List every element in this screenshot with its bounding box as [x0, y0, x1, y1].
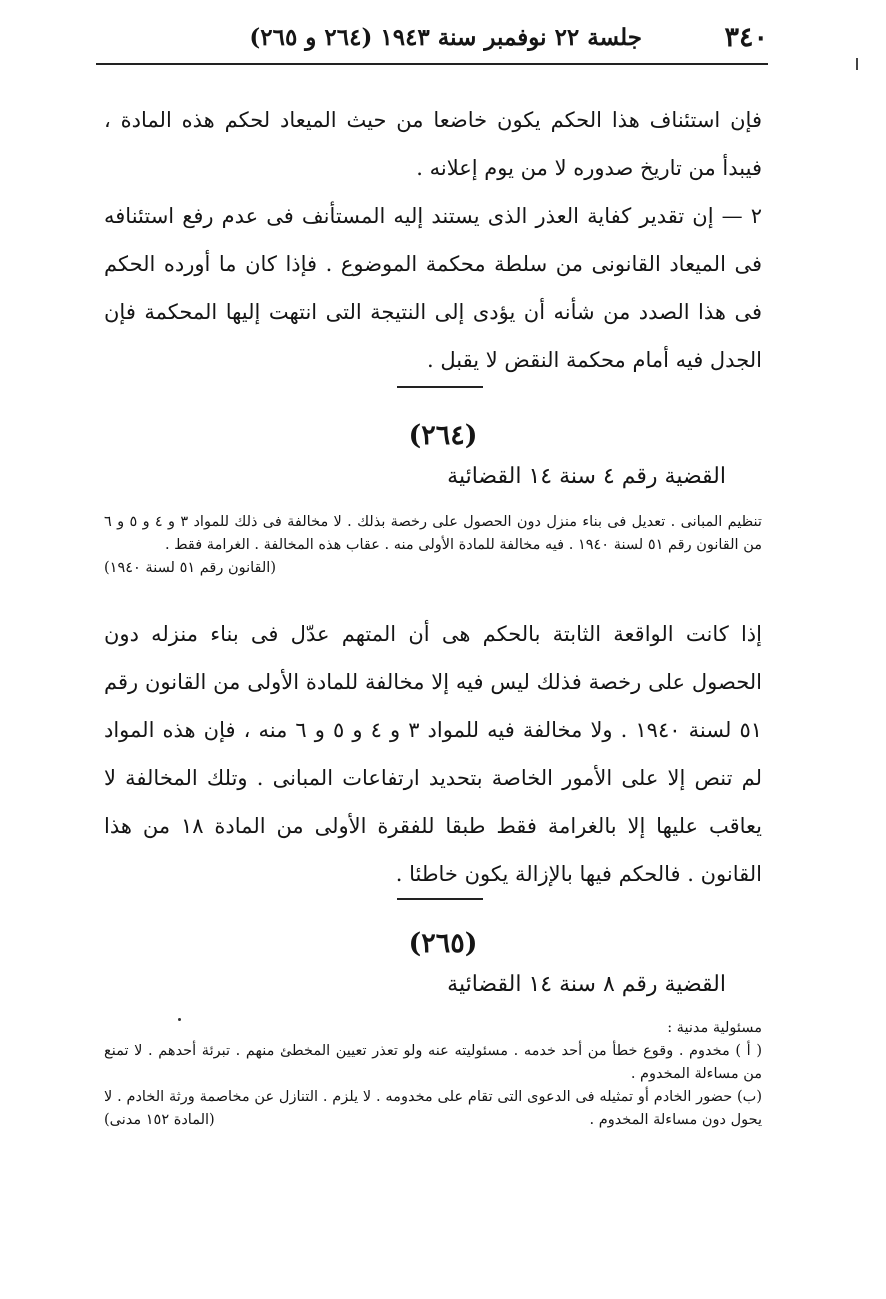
case-264-ruling: إذا كانت الواقعة الثابتة بالحكم هى أن المتهم عدّل فى بناء منزله دون الحصول على رخصة فذلك ليس فيه إلا مخالفة للمادة الأولى من القانون رقم ٥١ لسنة ١٩٤٠ . ولا مخالفة فيه للمواد ٣ و ٤ و ٥ و ٦ منه ، فإن هذه المواد لم تنص إلا على الأمور الخاصة بتحديد ارتفاعات المبانى . وتلك المخالفة لا يعاقب عليها إلا بالغرامة فقط طبقا للفقرة الأولى من المادة ١٨ من هذا القانون . فالحكم فيها بالإزالة يكون خاطئا .	[104, 622, 762, 886]
running-header	[96, 20, 768, 60]
case-264-number: (٢٦٤)	[408, 420, 478, 451]
section-rule-264	[397, 386, 483, 388]
case-264-law-ref: (القانون رقم ٥١ لسنة ١٩٤٠)	[104, 560, 276, 576]
principle-2-paragraph: ٢ — إن تقدير كفاية العذر الذى يستند إليه المستأنف فى عدم رفع استئنافه فى الميعاد القانونى من سلطة محكمة الموضوع . فإذا كان ما أورده الحكم فى هذا الصدد من شأنه أن يؤدى إلى النتيجة التى انتهت إليها المحكمة فإن الجدل فيه أمام محكمة النقض لا يقبل .	[104, 204, 762, 372]
case-265-item-b: (ب) حضور الخادم أو تمثيله فى الدعوى التى تقام على مخدومه . لا يلزم . التنازل عن مخاصمة ورثة الخادم . لا يحول دون مساءلة المخدوم .	[104, 1089, 762, 1128]
case-265-title: القضية رقم ٨ سنة ١٤ القضائية	[447, 972, 726, 997]
case-265-heading: مسئولية مدنية :	[667, 1020, 762, 1036]
header-title: جلسة ٢٢ نوفمبر سنة ١٩٤٣ (٢٦٤ و ٢٦٥)	[249, 24, 642, 51]
case-264-summary	[104, 511, 762, 580]
page-number: ٣٤٠	[724, 22, 768, 53]
case-265-item-a: ( أ ) مخدوم . وقوع خطأ من أحد خدمه . مسئوليته عنه ولو تعذر تعيين المخطئ منهم . تبرئة أحدهم . لا تمنع من مساءلة المخدوم .	[104, 1043, 762, 1082]
intro-paragraph: فإن استئناف هذا الحكم يكون خاضعا من حيث الميعاد لحكم هذه المادة ، فيبدأ من تاريخ صدوره لا من يوم إعلانه .	[104, 108, 762, 180]
case-265-summary	[104, 1017, 762, 1132]
margin-mark	[856, 58, 858, 70]
case-265-number: (٢٦٥)	[408, 928, 478, 959]
section-rule-265	[397, 898, 483, 900]
case-264-summary-text: تنظيم المبانى . تعديل فى بناء منزل دون الحصول على رخصة بذلك . لا مخالفة فى ذلك للمواد ٣ و ٤ و ٥ و ٦ من القانون رقم ٥١ لسنة ١٩٤٠ . فيه مخالفة للمادة الأولى منه . عقاب هذه المخالفة . الغرامة فقط .	[104, 514, 762, 553]
case-264-title: القضية رقم ٤ سنة ١٤ القضائية	[447, 464, 726, 489]
header-rule	[96, 63, 768, 65]
case-265-law-ref: (المادة ١٥٢ مدنى)	[104, 1112, 215, 1128]
